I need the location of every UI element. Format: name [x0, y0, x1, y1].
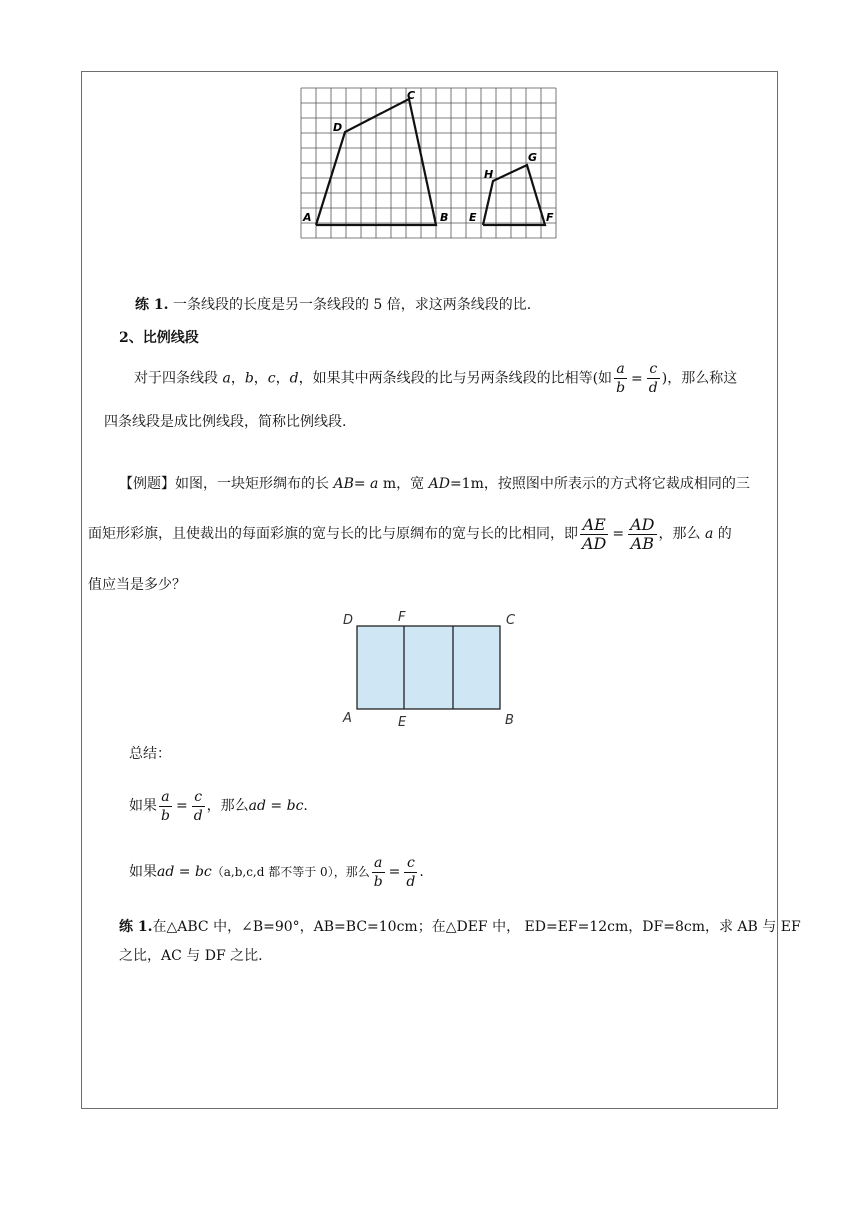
rectangle-figure	[338, 605, 528, 731]
silk-rectangle	[357, 626, 500, 709]
rect-label-B: B	[505, 713, 514, 728]
rect-label-D: D	[343, 613, 354, 628]
point-label-D: D	[333, 121, 343, 134]
fraction-AE-over-AD: $\frac{AE}{AD}$	[582, 514, 607, 553]
section-2-paragraph-line1: 对于四条线段 a，b，c，d，如果其中两条线段的比与另两条线段的比相等(如 $\frac{a}{b}$ = $\frac{c}{d}$ )，那么称这	[134, 361, 738, 396]
example-line2: 面矩形彩旗，且使裁出的每面彩旗的宽与长的比与原绸布的宽与长的比相同，即 $\frac{AE}{AD}$ = $\frac{AD}{AB}$ ，那么 a 的	[88, 514, 732, 553]
fraction-c-over-d: $\frac{c}{d}$	[193, 788, 203, 824]
fraction-a-over-b: $\frac{a}{b}$	[161, 788, 170, 824]
point-label-F: F	[546, 211, 554, 224]
example-line3: 值应当是多少？	[88, 577, 186, 593]
point-label-H: H	[484, 168, 494, 181]
point-label-B: B	[440, 211, 449, 224]
rect-label-C: C	[506, 613, 516, 628]
exercise-2-line2: 之比，AC 与 DF 之比.	[119, 948, 263, 964]
section-2-paragraph-line2: 四条线段是成比例线段，简称比例线段.	[104, 414, 347, 430]
summary-rule-1: 如果 $\frac{a}{b}$ = $\frac{c}{d}$ ，那么ad = bc.	[129, 788, 308, 824]
exercise-2-label: 练 1.	[119, 919, 153, 935]
exercise-1-text: 一条线段的长度是另一条线段的 5 倍，求这两条线段的比.	[172, 297, 532, 313]
exercise-1-label: 练 1.	[135, 297, 169, 313]
fraction-a-over-b: $\frac{a}{b}$	[373, 854, 383, 890]
fraction-AD-over-AB: $\frac{AD}{AB}$	[630, 514, 655, 553]
point-label-E: E	[469, 211, 477, 224]
rect-label-A: A	[343, 711, 352, 726]
rect-label-F: F	[398, 610, 406, 625]
rect-label-E: E	[398, 715, 407, 730]
summary-title: 总结：	[129, 746, 171, 762]
fraction-a-over-b: $\frac{a}{b}$	[616, 361, 626, 396]
point-label-A: A	[303, 211, 312, 224]
summary-rule-2: 如果ad = bc（a,b,c,d 都不等于 0），那么 $\frac{a}{b}$ = $\frac{c}{d}$ .	[129, 854, 424, 890]
grid-figure	[297, 86, 561, 242]
fraction-c-over-d: $\frac{c}{d}$	[648, 361, 658, 396]
exercise-1	[135, 295, 531, 315]
example-line1: 【例题】如图，一块矩形绸布的长 AB= a m，宽 AD=1m，按照图中所表示的方式将它裁成相同的三	[119, 476, 750, 492]
fraction-c-over-d: $\frac{c}{d}$	[406, 854, 416, 890]
section-2-heading: 2、比例线段	[119, 330, 199, 346]
exercise-2-line1: 练 1.在△ABC 中，∠B=90°，AB=BC=10cm；在△DEF 中， ED=EF=12cm，DF=8cm，求 AB 与 EF	[119, 919, 801, 935]
point-label-G: G	[528, 151, 538, 164]
point-label-C: C	[407, 89, 416, 102]
